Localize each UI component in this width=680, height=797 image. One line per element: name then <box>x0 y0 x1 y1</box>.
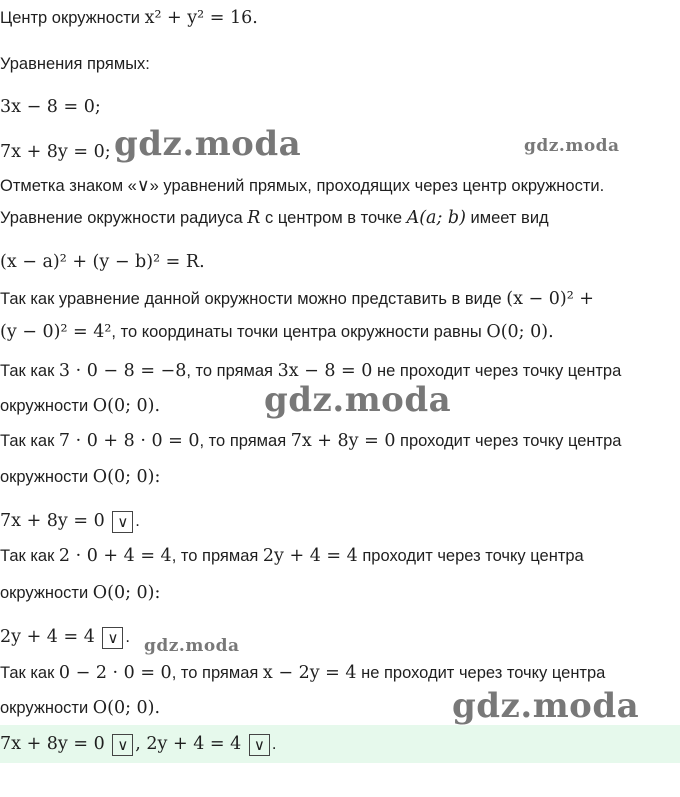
math: O(0; 0): <box>92 467 161 487</box>
text: Так как <box>0 664 59 682</box>
math: A(a; b) <box>406 208 466 228</box>
check-box: ∨ <box>112 734 133 756</box>
checked-equation-2 <box>0 625 680 649</box>
math: (x − 0)² + <box>506 289 594 309</box>
lines-heading <box>0 52 680 76</box>
check-box: ∨ <box>112 511 133 533</box>
math: 2y + 4 = 4 <box>262 546 358 566</box>
text: окружности <box>0 468 93 486</box>
math: (x − a)² + (y − b)² = R. <box>0 252 205 272</box>
watermark: gdz.moda <box>264 380 452 420</box>
watermark: gdz.moda <box>524 136 620 156</box>
circle-general-equation <box>0 250 680 274</box>
text: Центр окружности <box>0 9 145 27</box>
text: Так как уравнение данной окружности можно представить в виде <box>0 290 507 308</box>
math: O(0; 0): <box>92 583 161 603</box>
math: , 2y + 4 = 4 <box>135 734 247 754</box>
check-symbol: ∨ <box>136 176 150 196</box>
math: 7x + 8y = 0 <box>0 734 111 754</box>
text: не проходит через точку центра <box>372 362 622 380</box>
paragraph-line <box>0 429 680 453</box>
text: , то прямая <box>171 664 263 682</box>
paragraph-line <box>0 581 680 605</box>
math: 7 · 0 + 8 · 0 = 0 <box>58 431 200 451</box>
text: Так как <box>0 362 59 380</box>
paragraph-line <box>0 465 680 489</box>
math: O(0; 0). <box>486 322 554 342</box>
circle-center-line <box>0 6 680 30</box>
watermark: gdz.moda <box>452 686 640 726</box>
text: окружности <box>0 699 93 717</box>
text: окружности <box>0 584 93 602</box>
math: x − 2y = 4 <box>262 663 357 683</box>
checked-equation-1 <box>0 509 680 533</box>
paragraph-line <box>0 544 680 568</box>
math: 3 · 0 − 8 = −8 <box>58 361 187 381</box>
text: проходит через точку центра <box>357 547 584 565</box>
text: имеет вид <box>465 209 549 227</box>
math: 7x + 8y = 0; <box>0 142 111 162</box>
check-box: ∨ <box>102 627 123 649</box>
math: 3x − 8 = 0; <box>0 97 101 117</box>
paragraph-line <box>0 287 680 311</box>
text: . <box>125 628 131 646</box>
text: , то прямая <box>199 432 291 450</box>
math: (y − 0)² = 4² <box>0 322 112 342</box>
watermark: gdz.moda <box>114 124 302 164</box>
task-instruction <box>0 174 680 198</box>
math: 2 · 0 + 4 = 4 <box>58 546 172 566</box>
paragraph-line <box>0 320 680 344</box>
text: проходит через точку центра <box>395 432 622 450</box>
math: O(0; 0). <box>92 698 161 718</box>
text: с центром в точке <box>260 209 407 227</box>
check-box: ∨ <box>249 734 270 756</box>
text: , то прямая <box>186 362 278 380</box>
math: x² + y² = 16. <box>144 8 258 28</box>
text: Так как <box>0 547 59 565</box>
text: , то прямая <box>171 547 263 565</box>
circle-equation-intro <box>0 206 680 230</box>
text: не проходит через точку центра <box>356 664 606 682</box>
math: 7x + 8y = 0 <box>0 511 111 531</box>
math: 2y + 4 = 4 <box>0 627 101 647</box>
math: 3x − 8 = 0 <box>277 361 373 381</box>
math: 0 − 2 · 0 = 0 <box>58 663 172 683</box>
text: Уравнение окружности радиуса <box>0 209 248 227</box>
answer-line <box>0 725 680 763</box>
text: , то координаты точки центра окружности равны <box>111 323 487 341</box>
text: » уравнений прямых, проходящих через центр окружности. <box>149 177 605 195</box>
watermark: gdz.moda <box>144 636 240 656</box>
math: R <box>247 208 261 228</box>
math: 7x + 8y = 0 <box>290 431 396 451</box>
text: Отметка знаком « <box>0 177 137 195</box>
equation-1 <box>0 95 680 119</box>
text: Уравнения прямых: <box>0 55 150 73</box>
math: O(0; 0). <box>92 396 161 416</box>
text: окружности <box>0 397 93 415</box>
paragraph-line <box>0 661 680 685</box>
text: . <box>135 512 140 530</box>
text: Так как <box>0 432 59 450</box>
text: . <box>271 735 277 753</box>
